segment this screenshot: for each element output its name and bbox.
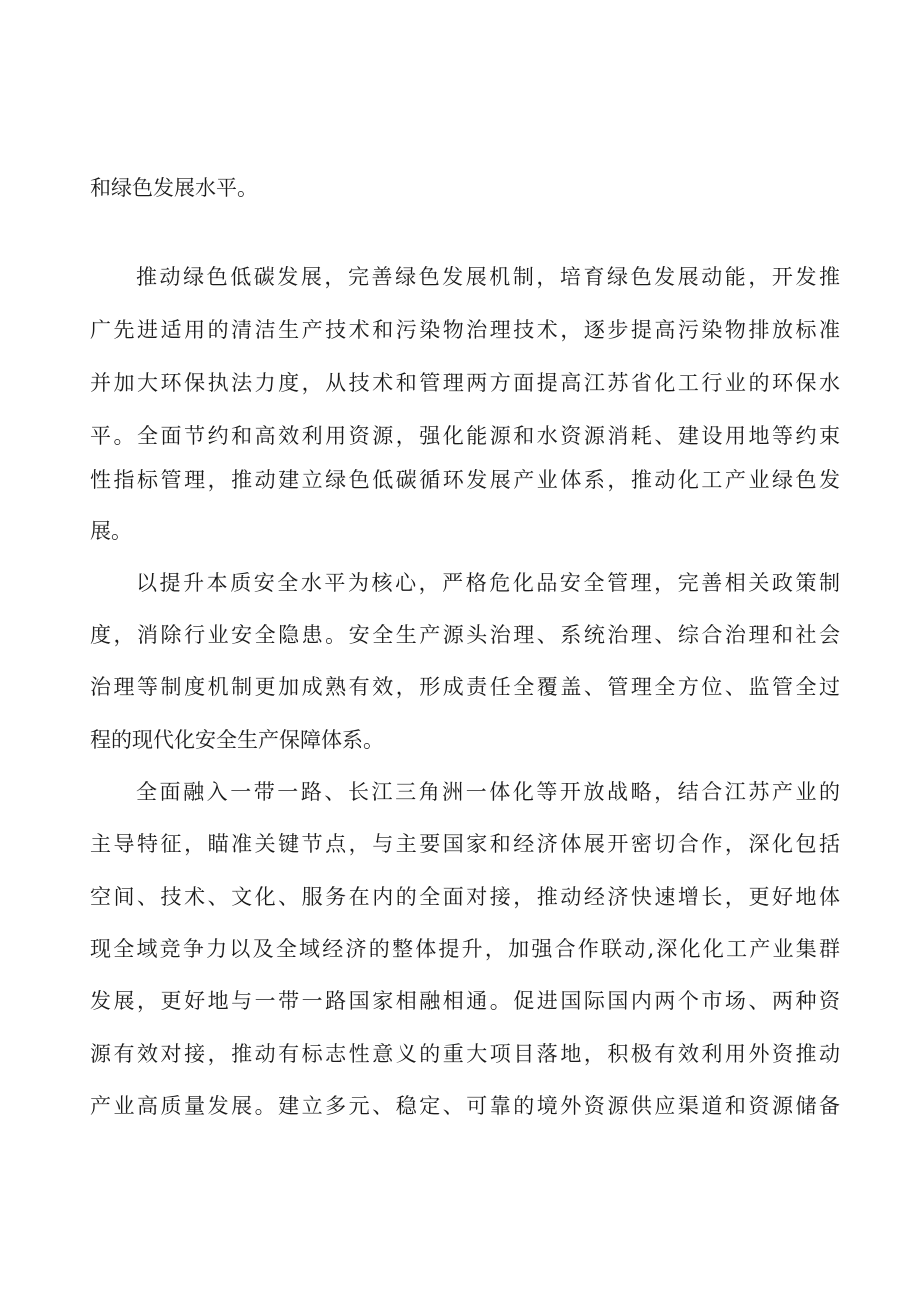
paragraph-line: 平。全面节约和高效利用资源，强化能源和水资源消耗、建设用地等约束 xyxy=(90,424,840,448)
paragraph-line: 现全域竞争力以及全域经济的整体提升，加强合作联动,深化化工产业集群 xyxy=(90,937,840,961)
paragraph-line: 源有效对接，推动有标志性意义的重大项目落地，积极有效利用外资推动 xyxy=(90,1042,840,1066)
paragraph-line: 发展，更好地与一带一路国家相融相通。促进国际国内两个市场、两种资 xyxy=(90,989,840,1013)
paragraph-line: 度，消除行业安全隐患。安全生产源头治理、系统治理、综合治理和社会 xyxy=(90,623,840,647)
paragraph-line: 程的现代化安全生产保障体系。 xyxy=(90,728,384,752)
paragraph-line: 以提升本质安全水平为核心，严格危化品安全管理，完善相关政策制 xyxy=(136,571,840,595)
paragraph-line: 空间、技术、文化、服务在内的全面对接，推动经济快速增长，更好地体 xyxy=(90,885,840,909)
paragraph-line: 主导特征，瞄准关键节点，与主要国家和经济体展开密切合作，深化包括 xyxy=(90,832,840,856)
paragraph-line: 广先进适用的清洁生产技术和污染物治理技术，逐步提高污染物排放标准 xyxy=(90,318,840,342)
paragraph-line: 产业高质量发展。建立多元、稳定、可靠的境外资源供应渠道和资源储备 xyxy=(90,1094,840,1118)
paragraph-line: 并加大环保执法力度，从技术和管理两方面提高江苏省化工行业的环保水 xyxy=(90,371,840,395)
paragraph-line: 和绿色发展水平。 xyxy=(90,176,258,200)
paragraph-line: 治理等制度机制更加成熟有效，形成责任全覆盖、管理全方位、监管全过 xyxy=(90,675,840,699)
paragraph-line: 全面融入一带一路、长江三角洲一体化等开放战略，结合江苏产业的 xyxy=(136,780,840,804)
paragraph-line: 推动绿色低碳发展，完善绿色发展机制，培育绿色发展动能，开发推 xyxy=(136,265,840,289)
paragraph-line: 性指标管理，推动建立绿色低碳循环发展产业体系，推动化工产业绿色发 xyxy=(90,468,840,492)
paragraph-line: 展。 xyxy=(90,519,132,543)
